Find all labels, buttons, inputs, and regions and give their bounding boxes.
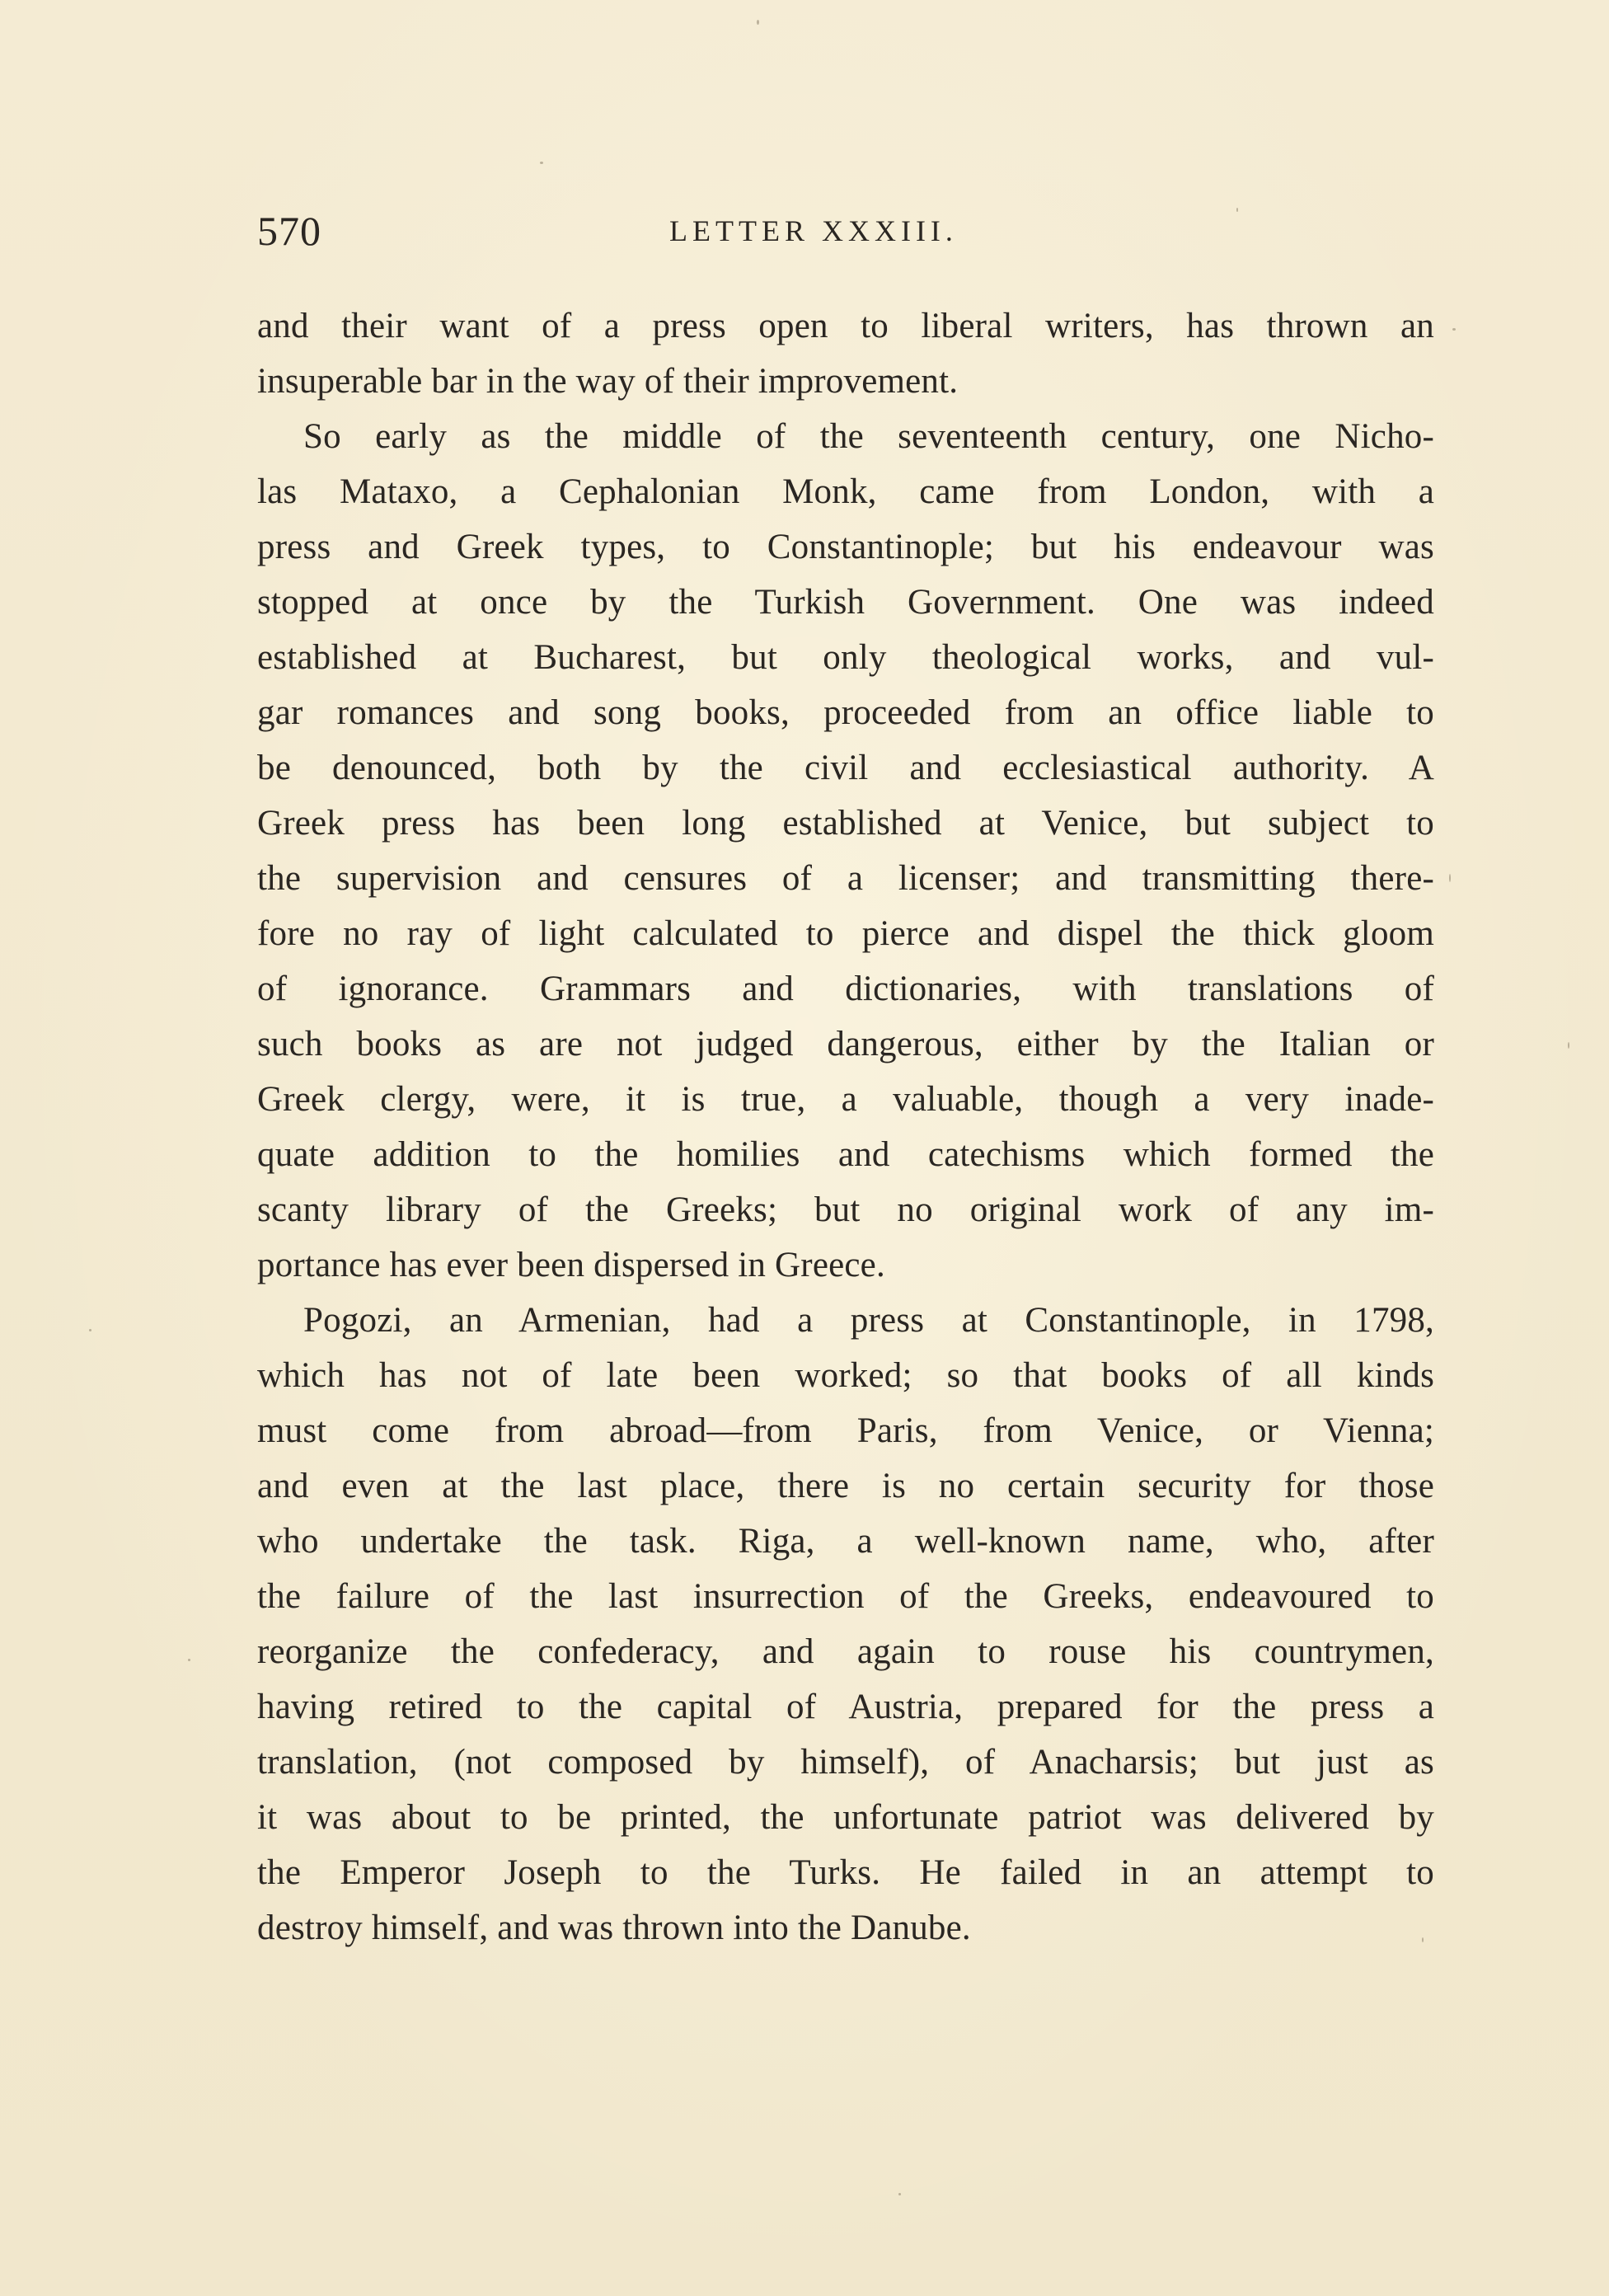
text-line: the Emperor Joseph to the Turks. He failed in an attempt to	[257, 1853, 1434, 1892]
paper-speck	[1452, 328, 1456, 331]
text-line: press and Greek types, to Constantinople; but his endeavour was	[257, 528, 1434, 566]
text-line: reorganize the confederacy, and again to rouse his countrymen,	[257, 1632, 1434, 1671]
text-line: must come from abroad—from Paris, from Venice, or Vienna;	[257, 1411, 1434, 1450]
text-line: Pogozi, an Armenian, had a press at Constantinople, in 1798,	[303, 1301, 1434, 1340]
text-line: translation, (not composed by himself), of Anacharsis; but just as	[257, 1743, 1434, 1782]
text-line: such books as are not judged dangerous, either by the Italian or	[257, 1025, 1434, 1063]
text-line: insuperable bar in the way of their improvement.	[257, 362, 959, 401]
text-line: las Mataxo, a Cephalonian Monk, came from London, with a	[257, 472, 1434, 511]
text-line: the failure of the last insurrection of the Greeks, endeavoured to	[257, 1577, 1434, 1616]
text-line: the supervision and censures of a licenser; and transmitting there-	[257, 859, 1434, 898]
text-line: quate addition to the homilies and catechisms which formed the	[257, 1135, 1434, 1174]
text-line: having retired to the capital of Austria, prepared for the press a	[257, 1688, 1434, 1726]
page-header	[0, 198, 1609, 264]
text-line: scanty library of the Greeks; but no original work of any im-	[257, 1190, 1434, 1229]
text-line: portance has ever been dispersed in Greece.	[257, 1246, 885, 1284]
text-line: stopped at once by the Turkish Government. One was indeed	[257, 583, 1434, 622]
text-line: Greek press has been long established at Venice, but subject to	[257, 804, 1434, 843]
paper-speck	[540, 162, 543, 164]
text-line: So early as the middle of the seventeenth century, one Nicho-	[303, 417, 1434, 456]
paper-speck	[898, 2193, 901, 2195]
text-line: be denounced, both by the civil and ecclesiastical authority. A	[257, 749, 1434, 787]
text-line: established at Bucharest, but only theological works, and vul-	[257, 638, 1434, 677]
text-line: and even at the last place, there is no certain security for those	[257, 1467, 1434, 1505]
text-line: fore no ray of light calculated to pierce and dispel the thick gloom	[257, 914, 1434, 953]
paper-speck	[1449, 874, 1451, 882]
paper-speck	[89, 1329, 91, 1331]
body-text	[257, 298, 1434, 1956]
text-line: it was about to be printed, the unfortunate patriot was delivered by	[257, 1798, 1434, 1837]
text-line: of ignorance. Grammars and dictionaries, with translations of	[257, 970, 1434, 1008]
page-number: 570	[257, 208, 321, 254]
running-head: LETTER XXXIII.	[669, 214, 958, 247]
text-line: which has not of late been worked; so that books of all kinds	[257, 1356, 1434, 1395]
text-line: gar romances and song books, proceeded from an office liable to	[257, 693, 1434, 732]
text-line: Greek clergy, were, it is true, a valuable, though a very inade-	[257, 1080, 1434, 1119]
text-line: destroy himself, and was thrown into the Danube.	[257, 1909, 971, 1947]
text-line: and their want of a press open to liberal writers, has thrown an	[257, 307, 1434, 345]
text-line: who undertake the task. Riga, a well-known name, who, after	[257, 1522, 1434, 1561]
paper-speck	[188, 1659, 190, 1661]
paper-speck	[757, 20, 759, 25]
paper-speck	[1568, 1042, 1569, 1049]
